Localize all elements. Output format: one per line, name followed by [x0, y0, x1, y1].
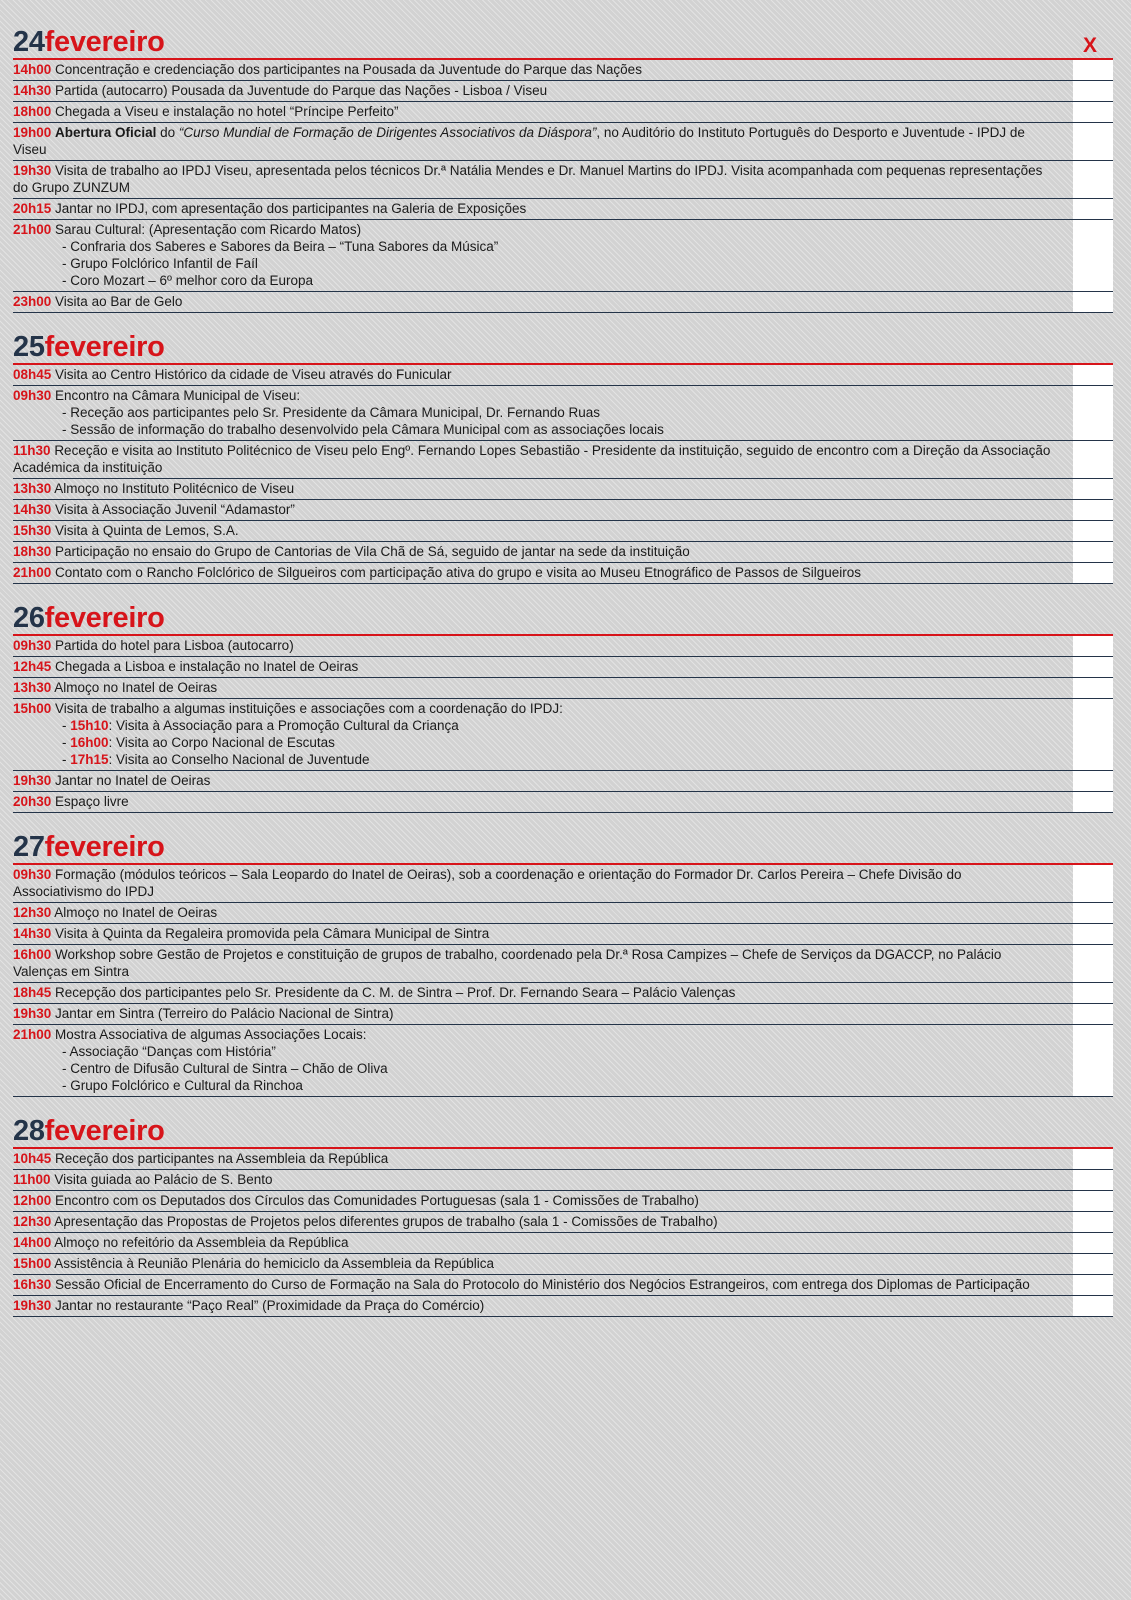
entry-text: Concentração e credenciação dos participantes na Pousada da Juventude do Parque das Nações [55, 62, 642, 77]
entry-line [13, 221, 1053, 238]
entry-text: Sarau Cultural: (Apresentação com Ricardo Matos) [55, 222, 362, 237]
entry-line [13, 1234, 1053, 1251]
entry-line [13, 293, 1053, 310]
entry-text: Partida (autocarro) Pousada da Juventude do Parque das Nações - Lisboa / Viseu [55, 83, 548, 98]
entry-line [13, 679, 1053, 696]
schedule-entry [13, 1275, 1113, 1296]
entry-text: Visita ao Centro Histórico da cidade de Viseu através do Funicular [55, 367, 452, 382]
entry-text: Encontro na Câmara Municipal de Viseu: [55, 388, 301, 403]
subitem-bullet: - [62, 735, 71, 750]
entry-text: Almoço no refeitório da Assembleia da República [54, 1235, 349, 1250]
entry-line [13, 1297, 1053, 1314]
subitem-text: : Visita à Associação para a Promoção Cultural da Criança [108, 718, 459, 733]
entry-time: 12h00 [13, 1193, 52, 1208]
day-header [13, 600, 1113, 636]
entry-line [13, 61, 1053, 78]
entry-time: 12h30 [13, 1214, 52, 1229]
entry-line [13, 984, 1053, 1001]
entry-text: Visita guiada ao Palácio de S. Bento [54, 1172, 273, 1187]
schedule-entry [13, 903, 1113, 924]
entry-text: Chegada a Viseu e instalação no hotel “Príncipe Perfeito” [55, 104, 399, 119]
entry-line [13, 1213, 1053, 1230]
day-header [13, 329, 1113, 365]
schedule-page [13, 24, 1113, 1333]
entry-line [13, 1171, 1053, 1188]
subitem-time: 17h15 [70, 752, 109, 767]
close-icon[interactable]: X [1082, 34, 1097, 57]
entry-text: Chegada a Lisboa e instalação no Inatel de Oeiras [55, 659, 359, 674]
entry-time: 20h15 [13, 201, 52, 216]
entry-text: Partida do hotel para Lisboa (autocarro) [55, 638, 294, 653]
day-header [13, 24, 1113, 60]
day-month: fevereiro [44, 602, 165, 634]
subitem-time: 15h10 [70, 718, 109, 733]
entry-line [13, 124, 1053, 158]
schedule-entry [13, 542, 1113, 563]
entry-text: Sessão Oficial de Encerramento do Curso de Formação na Sala do Protocolo do Ministério dos Negócios Estrangeiros, com entrega dos Diplomas de Participação [55, 1277, 1030, 1292]
entry-time: 15h00 [13, 1256, 52, 1271]
entry-time: 11h30 [13, 443, 51, 458]
schedule-entry [13, 365, 1113, 386]
entry-text: Visita ao Bar de Gelo [55, 294, 183, 309]
day-number: 25 [13, 331, 45, 363]
schedule-entry [13, 102, 1113, 123]
schedule-entry [13, 386, 1113, 441]
entry-line [13, 564, 1053, 581]
schedule-entry [13, 657, 1113, 678]
subitem-bullet: - [62, 752, 71, 767]
entry-subitem [13, 238, 1053, 255]
entry-time: 15h30 [13, 523, 52, 538]
entry-line [13, 387, 1053, 404]
entry-subitem [13, 1077, 1053, 1094]
entry-text: Mostra Associativa de algumas Associações Locais: [55, 1027, 367, 1042]
entry-time: 14h30 [13, 926, 52, 941]
entry-text-continued: , no Auditório do Instituto Português do Desporto e Juventude - IPDJ de Viseu [13, 125, 1025, 157]
entry-line [13, 1192, 1053, 1209]
entry-time: 14h30 [13, 502, 52, 517]
entry-time: 19h30 [13, 1006, 52, 1021]
entry-subitem [13, 255, 1053, 272]
schedule-entry [13, 161, 1113, 199]
day-title [13, 832, 165, 862]
subitem-text: - Associação “Danças com História” [62, 1044, 276, 1059]
entry-time: 18h30 [13, 544, 52, 559]
day-section [13, 24, 1113, 313]
entry-text: Encontro com os Deputados dos Círculos das Comunidades Portuguesas (sala 1 - Comissões de Trabalho) [55, 1193, 699, 1208]
schedule-entry [13, 1296, 1113, 1317]
subitem-time: 16h00 [70, 735, 109, 750]
day-month: fevereiro [44, 1115, 165, 1147]
entry-time: 12h30 [13, 905, 52, 920]
entry-time: 13h30 [13, 481, 52, 496]
day-section [13, 1113, 1113, 1317]
day-number: 26 [13, 602, 45, 634]
entry-line [13, 442, 1053, 476]
entry-time: 18h00 [13, 104, 52, 119]
entry-line [13, 82, 1053, 99]
subitem-text: - Centro de Difusão Cultural de Sintra – Chão de Oliva [62, 1061, 388, 1076]
entry-line [13, 700, 1053, 717]
entry-text: Formação (módulos teóricos – Sala Leopardo do Inatel de Oeiras), sob a coordenação e orientação do Formador Dr. Carlos Pereira – Chefe Divisão do Associativismo do IPDJ [13, 867, 962, 899]
entry-time: 19h00 [13, 125, 52, 140]
entry-text: Apresentação das Propostas de Projetos pelos diferentes grupos de trabalho (sala 1 - Comissões de Trabalho) [54, 1214, 718, 1229]
schedule-entry [13, 500, 1113, 521]
entry-time: 19h30 [13, 163, 52, 178]
entry-subitem [13, 751, 1053, 768]
entry-line [13, 103, 1053, 120]
entry-time: 20h30 [13, 794, 52, 809]
entry-text: Visita de trabalho ao IPDJ Viseu, apresentada pelos técnicos Dr.ª Natália Mendes e Dr. Manuel Martins do IPDJ. Visita acompanhada com pequenas representações do Grupo ZUNZUM [13, 163, 1043, 195]
schedule-entry [13, 1004, 1113, 1025]
schedule-entry [13, 678, 1113, 699]
schedule-entry [13, 292, 1113, 313]
entry-text: Jantar em Sintra (Terreiro do Palácio Nacional de Sintra) [55, 1006, 394, 1021]
entry-time: 21h00 [13, 1027, 52, 1042]
day-title [13, 332, 165, 362]
day-section [13, 600, 1113, 813]
entry-text: Recepção dos participantes pelo Sr. Presidente da C. M. de Sintra – Prof. Dr. Fernando Seara – Palácio Valenças [55, 985, 736, 1000]
subitem-text: : Visita ao Corpo Nacional de Escutas [108, 735, 335, 750]
entry-text: Espaço livre [55, 794, 129, 809]
entry-time: 15h00 [13, 701, 52, 716]
entry-line [13, 925, 1053, 942]
entry-subitem [13, 717, 1053, 734]
entry-text: Jantar no IPDJ, com apresentação dos participantes na Galeria de Exposições [55, 201, 527, 216]
schedule-entry [13, 983, 1113, 1004]
entry-time: 10h45 [13, 1151, 52, 1166]
entry-line [13, 793, 1053, 810]
entry-text: Almoço no Instituto Politécnico de Viseu [54, 481, 295, 496]
schedule-entry [13, 479, 1113, 500]
day-title [13, 27, 165, 57]
entry-subitem [13, 272, 1053, 289]
entry-text: Assistência à Reunião Plenária do hemiciclo da Assembleia da República [54, 1256, 495, 1271]
entry-time: 18h45 [13, 985, 52, 1000]
entry-text: Workshop sobre Gestão de Projetos e constituição de grupos de trabalho, coordenado pela Dr.ª Rosa Campizes – Chefe de Serviços da DGACCP, no Palácio Valenças em Sintra [13, 947, 1002, 979]
entry-time: 14h30 [13, 83, 52, 98]
schedule-entry [13, 1233, 1113, 1254]
day-number: 24 [13, 26, 45, 58]
entry-text: Jantar no restaurante “Paço Real” (Proximidade da Praça do Comércio) [55, 1298, 485, 1313]
entry-time: 19h30 [13, 1298, 52, 1313]
schedule-entry [13, 924, 1113, 945]
subitem-text: - Sessão de informação do trabalho desenvolvido pela Câmara Municipal com as associações locais [62, 422, 664, 437]
entry-line [13, 200, 1053, 217]
entry-text: Visita de trabalho a algumas instituições e associações com a coordenação do IPDJ: [55, 701, 563, 716]
subitem-text: - Confraria dos Saberes e Sabores da Beira – “Tuna Sabores da Música” [62, 239, 499, 254]
subitem-bullet: - [62, 718, 71, 733]
entry-line [13, 1150, 1053, 1167]
schedule-entry [13, 699, 1113, 771]
entry-time: 21h00 [13, 565, 52, 580]
entry-time: 16h30 [13, 1277, 52, 1292]
schedule-entry [13, 792, 1113, 813]
schedule-entry [13, 1025, 1113, 1097]
entry-line [13, 904, 1053, 921]
entry-text: Receção e visita ao Instituto Politécnico de Viseu pelo Engº. Fernando Lopes Sebastião - Presidente da instituição, seguido de encontro com a Direção da Associação Académica da instituição [13, 443, 1051, 475]
entry-subitem [13, 1043, 1053, 1060]
entry-time: 09h30 [13, 638, 52, 653]
schedule-entry [13, 865, 1113, 903]
schedule-entry [13, 123, 1113, 161]
entry-subitem [13, 421, 1053, 438]
schedule-entry [13, 563, 1113, 584]
day-number: 28 [13, 1115, 45, 1147]
entry-text: Visita à Quinta de Lemos, S.A. [55, 523, 239, 538]
entry-line [13, 1276, 1053, 1293]
entry-line [13, 162, 1053, 196]
entry-line [13, 772, 1053, 789]
entry-time: 08h45 [13, 367, 52, 382]
schedule-entry [13, 1212, 1113, 1233]
schedule-entry [13, 441, 1113, 479]
schedule-entry [13, 220, 1113, 292]
entry-text: Visita à Associação Juvenil “Adamastor” [55, 502, 295, 517]
entry-time: 09h30 [13, 388, 52, 403]
entry-time: 14h00 [13, 1235, 52, 1250]
schedule-entry [13, 60, 1113, 81]
entry-subitem [13, 404, 1053, 421]
entry-italic: “Curso Mundial de Formação de Dirigentes Associativos da Diáspora” [178, 125, 597, 140]
subitem-text: - Grupo Folclórico e Cultural da Rinchoa [62, 1078, 303, 1093]
entry-text: Visita à Quinta da Regaleira promovida pela Câmara Municipal de Sintra [55, 926, 490, 941]
entry-text: Almoço no Inatel de Oeiras [54, 905, 218, 920]
day-month: fevereiro [44, 831, 165, 863]
subitem-text: - Grupo Folclórico Infantil de Faíl [62, 256, 258, 271]
entry-line [13, 658, 1053, 675]
subitem-text: - Receção aos participantes pelo Sr. Presidente da Câmara Municipal, Dr. Fernando Ruas [62, 405, 601, 420]
entry-line [13, 946, 1053, 980]
entry-time: 23h00 [13, 294, 52, 309]
schedule-entry [13, 636, 1113, 657]
entry-text: Receção dos participantes na Assembleia da República [55, 1151, 389, 1166]
entry-line [13, 1255, 1053, 1272]
schedule-entry [13, 945, 1113, 983]
schedule-entry [13, 1254, 1113, 1275]
entry-time: 14h00 [13, 62, 52, 77]
entry-text: Contato com o Rancho Folclórico de Silgueiros com participação ativa do grupo e visita ao Museu Etnográfico de Passos de Silgueiros [55, 565, 861, 580]
subitem-text: - Coro Mozart – 6º melhor coro da Europa [62, 273, 314, 288]
subitem-text: : Visita ao Conselho Nacional de Juventude [108, 752, 370, 767]
day-section [13, 329, 1113, 584]
entry-time: 16h00 [13, 947, 52, 962]
day-header [13, 1113, 1113, 1149]
day-month: fevereiro [44, 331, 165, 363]
schedule-entry [13, 771, 1113, 792]
entry-time: 13h30 [13, 680, 52, 695]
schedule-entry [13, 1149, 1113, 1170]
schedule-entry [13, 1170, 1113, 1191]
entry-line [13, 637, 1053, 654]
day-section [13, 829, 1113, 1097]
schedule-entry [13, 1191, 1113, 1212]
entry-time: 19h30 [13, 773, 52, 788]
entry-line [13, 480, 1053, 497]
entry-line [13, 1005, 1053, 1022]
entry-text: do [160, 125, 176, 140]
entry-line [13, 1026, 1053, 1043]
entry-line [13, 543, 1053, 560]
schedule-entry [13, 81, 1113, 102]
entry-line [13, 501, 1053, 518]
entry-subitem [13, 734, 1053, 751]
entry-line [13, 366, 1053, 383]
entry-text: Jantar no Inatel de Oeiras [55, 773, 211, 788]
entry-time: 11h00 [13, 1172, 51, 1187]
entry-time: 09h30 [13, 867, 52, 882]
entry-text: Participação no ensaio do Grupo de Cantorias de Vila Chã de Sá, seguido de jantar na sede da instituição [55, 544, 690, 559]
day-title [13, 603, 165, 633]
entry-time: 12h45 [13, 659, 52, 674]
entry-line [13, 522, 1053, 539]
entry-subitem [13, 1060, 1053, 1077]
entry-line [13, 866, 1053, 900]
schedule-entry [13, 521, 1113, 542]
day-title [13, 1116, 165, 1146]
day-number: 27 [13, 831, 45, 863]
entry-text: Almoço no Inatel de Oeiras [54, 680, 218, 695]
schedule-entry [13, 199, 1113, 220]
entry-bold: Abertura Oficial [55, 125, 157, 140]
day-header [13, 829, 1113, 865]
day-month: fevereiro [44, 26, 165, 58]
entry-time: 21h00 [13, 222, 52, 237]
